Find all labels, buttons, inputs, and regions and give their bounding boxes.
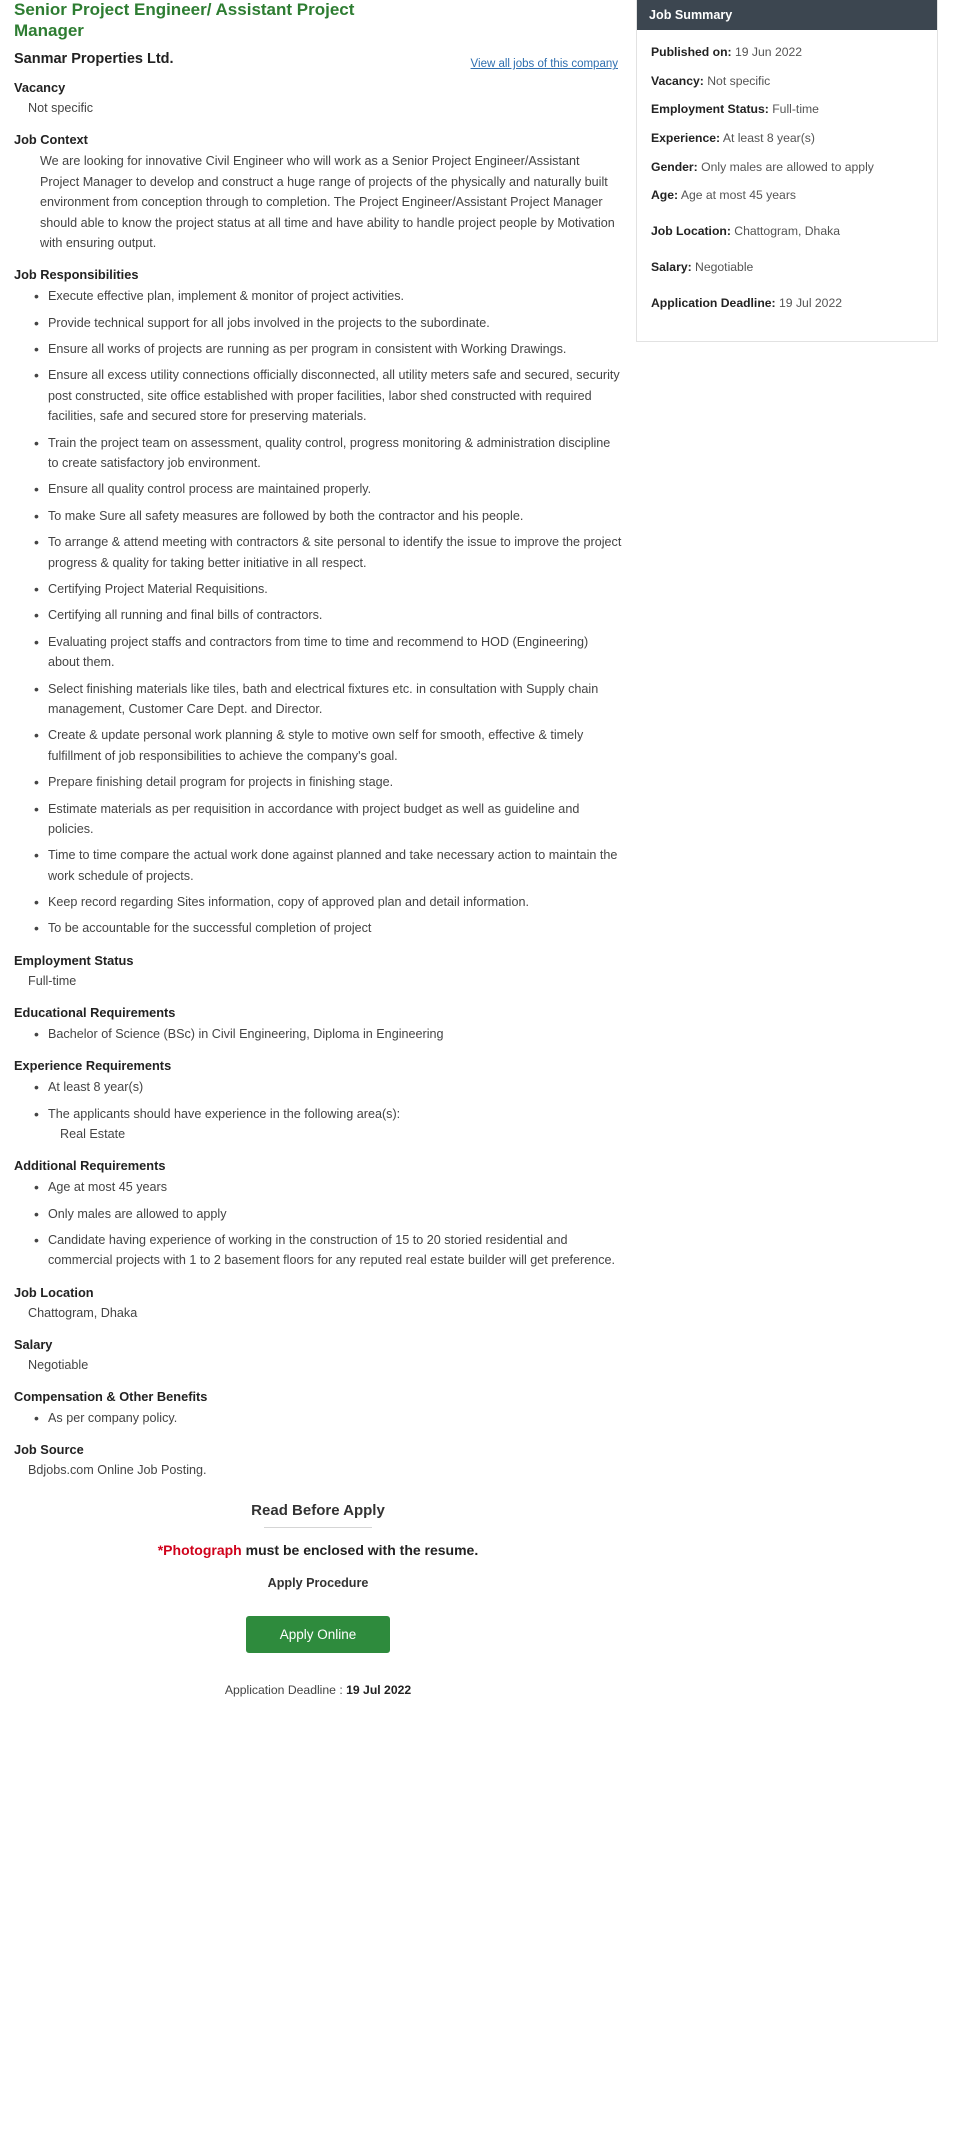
apply-procedure-heading: Apply Procedure [267,1575,369,1590]
summary-row [651,187,923,205]
application-deadline-footer [14,1683,622,1697]
list-item: • To arrange & attend meeting with contractors & site personal to identify the issue to improve the project progress & quality for taking better initiative in all respect. [48,532,622,573]
apply-online-button[interactable]: Apply Online [246,1616,391,1653]
list-item: • Ensure all excess utility connections officially disconnected, all utility meters safe and secured, security post constructed, site office established with proper facilities, labor shed constructed with required facilities, safe and secured store for preserving materials. [48,365,622,426]
employment-status-value: Full-time [28,973,77,988]
summary-value: Full-time [772,102,819,117]
job-summary-box [636,0,938,342]
list-item: • Only males are allowed to apply [48,1204,622,1224]
photograph-note-text: must be enclosed with the resume. [241,1541,479,1558]
list-item: • Bachelor of Science (BSc) in Civil Engineering, Diploma in Engineering [48,1024,622,1044]
summary-row [651,223,923,241]
summary-label: Published on: [651,45,732,59]
summary-label: Experience: [651,131,721,146]
job-summary-body [637,30,937,341]
list-item: • Provide technical support for all jobs involved in the projects to the subordinate. [48,313,622,333]
job-summary-title: Job Summary [637,0,937,30]
company-name: Sanmar Properties Ltd. [14,51,174,68]
summary-value: At least 8 year(s) [722,131,815,146]
section-compensation [14,1389,622,1428]
summary-value: Not specific [707,73,771,88]
summary-label: Vacancy: [651,73,704,88]
summary-label: Age: [651,188,679,203]
experience-areas-value: Real Estate [60,1126,126,1141]
list-item: • At least 8 year(s) [48,1077,622,1097]
experience-requirements-list [14,1077,622,1144]
photograph-required-label: *Photograph [157,1541,242,1558]
summary-value: Negotiable [695,259,754,274]
experience-areas-label: The applicants should have experience in the following area(s): [48,1106,401,1121]
additional-requirements-heading: Additional Requirements [14,1158,166,1174]
application-deadline-label: Application Deadline : [224,1682,343,1697]
summary-row [651,259,923,277]
section-job-location [14,1285,622,1323]
job-source-value: Bdjobs.com Online Job Posting. [28,1463,207,1478]
additional-requirements-list [14,1177,622,1271]
job-context-text: We are looking for innovative Civil Engineer who will work as a Senior Project Engineer/Assistant Project Manager to develop and construct a huge range of projects of the physically and naturally built environment from conception through to completion. The Project Engineer/Assistant Project Manager should able to know the project status at all time and have ability to handle project people by Motivation with ensuring output. [40,154,615,250]
list-item: • Keep record regarding Sites information, copy of approved plan and detail information. [48,892,622,912]
list-item: • Evaluating project staffs and contractors from time to time and recommend to HOD (Engineering) about them. [48,632,622,673]
job-responsibilities-list [14,286,622,939]
list-item: • To be accountable for the successful completion of project [48,918,622,938]
list-item: • To make Sure all safety measures are followed by both the contractor and his people. [48,506,622,526]
section-employment-status [14,953,622,991]
employment-status-heading: Employment Status [14,952,134,968]
section-vacancy [14,80,622,118]
section-salary [14,1337,622,1375]
list-item: • Estimate materials as per requisition in accordance with project budget as well as guideline and policies. [48,799,622,840]
application-deadline-value: 19 Jul 2022 [346,1682,412,1697]
compensation-list [14,1408,622,1428]
summary-value: 19 Jun 2022 [734,45,803,59]
list-item: • Select finishing materials like tiles, bath and electrical fixtures etc. in consultation with Supply chain management, Customer Care Dept. and Director. [48,679,622,720]
list-item: • Execute effective plan, implement & monitor of project activities. [48,286,622,306]
page-title: Senior Project Engineer/ Assistant Project Manager [14,0,355,40]
educational-requirements-list [14,1024,622,1044]
salary-heading: Salary [14,1336,53,1352]
job-location-heading: Job Location [14,1284,94,1300]
summary-label: Application Deadline: [651,295,776,310]
list-item: • Certifying all running and final bills of contractors. [48,605,622,625]
section-experience-requirements [14,1058,622,1144]
list-item: • Candidate having experience of working in the construction of 15 to 20 storied residential and commercial projects with 1 to 2 basement floors for any reputed real estate builder will get preference. [48,1230,622,1271]
summary-row [651,159,923,177]
divider [264,1527,372,1528]
list-item: • Train the project team on assessment, quality control, progress monitoring & administration discipline to create satisfactory job environment. [48,433,622,474]
read-before-apply-heading: Read Before Apply [251,1501,385,1519]
experience-requirements-heading: Experience Requirements [14,1058,172,1074]
photograph-note [14,1542,622,1558]
list-item: • Certifying Project Material Requisitions. [48,579,622,599]
list-item: • Create & update personal work planning & style to motive own self for smooth, effective & timely fulfillment of job responsibilities to achieve the company's goal. [48,725,622,766]
list-item: • Prepare finishing detail program for projects in finishing stage. [48,772,622,792]
list-item [48,1104,622,1145]
vacancy-heading: Vacancy [14,80,66,96]
summary-value: Only males are allowed to apply [701,159,874,174]
vacancy-value: Not specific [28,101,94,116]
summary-label: Job Location: [651,224,731,239]
job-location-value: Chattogram, Dhaka [28,1305,138,1320]
job-main-column [0,0,640,1480]
summary-value: Age at most 45 years [680,188,796,203]
summary-label: Employment Status: [651,102,769,117]
summary-label: Salary: [651,259,692,274]
compensation-heading: Compensation & Other Benefits [14,1388,208,1404]
list-item: • Ensure all works of projects are running as per program in consistent with Working Drawings. [48,339,622,359]
list-item: • Ensure all quality control process are maintained properly. [48,479,622,499]
section-job-context [14,132,622,253]
job-source-heading: Job Source [14,1442,84,1458]
summary-value: Chattogram, Dhaka [734,224,840,239]
section-job-source [14,1442,622,1480]
list-item: • Age at most 45 years [48,1177,622,1197]
educational-requirements-heading: Educational Requirements [14,1004,176,1020]
apply-area [0,1502,640,1727]
salary-value: Negotiable [28,1357,89,1372]
section-job-responsibilities [14,267,622,939]
list-item: • Time to time compare the actual work done against planned and take necessary action to maintain the work schedule of projects. [48,845,622,886]
section-educational-requirements [14,1005,622,1044]
view-all-jobs-link[interactable]: View all jobs of this company [470,58,618,71]
summary-row [651,101,923,119]
summary-label: Gender: [651,159,698,174]
summary-row [651,44,923,62]
summary-row [651,73,923,91]
summary-value: 19 Jul 2022 [779,295,843,310]
section-additional-requirements [14,1158,622,1271]
list-item: • As per company policy. [48,1408,622,1428]
job-responsibilities-heading: Job Responsibilities [14,267,139,283]
summary-row [651,130,923,148]
job-context-heading: Job Context [14,132,88,148]
summary-row [651,295,923,313]
